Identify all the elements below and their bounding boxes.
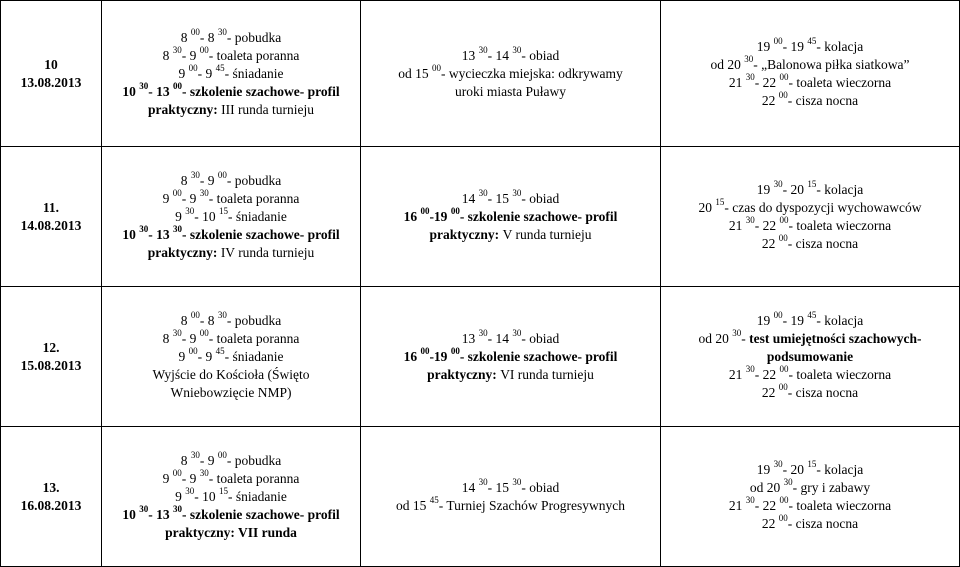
schedule-text: - śniadanie — [228, 208, 287, 224]
time-minutes: 15 — [807, 179, 817, 189]
time-minutes: 00 — [778, 90, 788, 100]
schedule-text: 21 — [728, 366, 746, 382]
time-minutes: 00 — [172, 468, 182, 478]
time-minutes: 30 — [199, 468, 209, 478]
time-minutes: 30 — [512, 188, 522, 198]
schedule-text: - pobudka — [226, 172, 282, 188]
schedule-text: - kolacja — [816, 38, 864, 54]
schedule-text: - 8 — [199, 312, 218, 328]
morning-cell — [102, 147, 361, 287]
time-minutes: 00 — [173, 81, 182, 91]
schedule-text: - 9 — [181, 470, 200, 486]
schedule-text: - 22 — [754, 497, 780, 513]
schedule-text: - 13 — [148, 83, 173, 99]
time-minutes: 30 — [185, 486, 195, 496]
schedule-text: 22 — [761, 515, 779, 531]
schedule-text: - 8 — [199, 29, 218, 45]
schedule-text: III runda turnieju — [221, 101, 315, 117]
schedule-line — [663, 38, 957, 56]
schedule-text: praktyczny: — [429, 226, 503, 242]
schedule-text: 22 — [761, 92, 779, 108]
schedule-text: 22 — [761, 384, 779, 400]
schedule-text: praktyczny: — [147, 244, 221, 260]
time-minutes: 30 — [139, 224, 149, 234]
schedule-text: - toaleta poranna — [208, 190, 300, 206]
schedule-text: od 15 — [398, 65, 432, 81]
schedule-line — [104, 190, 358, 208]
time-minutes: 45 — [807, 310, 817, 320]
schedule-text: 19 — [756, 312, 774, 328]
time-minutes: 00 — [431, 63, 441, 73]
schedule-line — [363, 47, 658, 65]
evening-cell — [661, 147, 960, 287]
time-minutes: 45 — [807, 36, 817, 46]
schedule-text: - szkolenie szachowe- profil — [182, 83, 340, 99]
time-minutes: 30 — [478, 45, 488, 55]
schedule-text: - 22 — [754, 217, 780, 233]
schedule-text: - 15 — [487, 190, 513, 206]
schedule-text: - 10 — [194, 488, 219, 504]
schedule-line — [663, 235, 957, 253]
schedule-line — [104, 226, 358, 244]
schedule-text: - gry i zabawy — [792, 479, 871, 495]
schedule-line — [104, 65, 358, 83]
schedule-text: - toaleta wieczorna — [788, 366, 892, 382]
morning-cell — [102, 1, 361, 147]
schedule-line — [104, 488, 358, 506]
schedule-line — [663, 74, 957, 92]
date-cell — [1, 1, 102, 147]
time-minutes: 30 — [773, 179, 783, 189]
schedule-text: 19 — [756, 461, 774, 477]
schedule-line — [663, 312, 957, 330]
time-minutes: 00 — [217, 450, 227, 460]
schedule-text: - obiad — [521, 47, 560, 63]
schedule-text: 10 — [122, 83, 140, 99]
schedule-text: - szkolenie szachowe- profil — [459, 208, 618, 224]
date-text: 16.08.2013 — [20, 497, 82, 513]
schedule-text: - 20 — [782, 181, 808, 197]
schedule-line — [104, 101, 358, 119]
time-minutes: 00 — [779, 495, 789, 505]
schedule-line — [104, 312, 358, 330]
schedule-text: od 20 — [710, 56, 745, 72]
schedule-text: - cisza nocna — [787, 515, 859, 531]
schedule-text: -19 — [429, 208, 451, 224]
time-minutes: 45 — [215, 346, 225, 356]
schedule-text: 21 — [728, 497, 746, 513]
time-minutes: 00 — [217, 170, 227, 180]
schedule-text: - kolacja — [816, 312, 864, 328]
time-minutes: 30 — [745, 215, 755, 225]
schedule-line — [104, 384, 358, 402]
schedule-line — [104, 83, 358, 101]
schedule-text: - 9 — [197, 348, 216, 364]
afternoon-cell — [361, 147, 661, 287]
schedule-text: - szkolenie szachowe- profil — [459, 348, 618, 364]
schedule-line — [104, 524, 358, 542]
schedule-line — [104, 366, 358, 384]
schedule-text: 8 — [162, 330, 173, 346]
day-number: 12. — [42, 339, 60, 355]
schedule-text: - 9 — [181, 330, 200, 346]
schedule-text: - 14 — [487, 47, 513, 63]
schedule-text: 8 — [180, 29, 191, 45]
schedule-text: 9 — [175, 208, 186, 224]
schedule-text: - toaleta wieczorna — [788, 497, 892, 513]
time-minutes: 00 — [190, 310, 200, 320]
day-number: 10 — [44, 56, 58, 72]
time-minutes: 00 — [773, 310, 783, 320]
schedule-text: 19 — [756, 38, 774, 54]
time-minutes: 30 — [217, 27, 227, 37]
table-row — [1, 287, 960, 427]
schedule-text: - Turniej Szachów Progresywnych — [438, 497, 626, 513]
schedule-text: - 9 — [197, 65, 216, 81]
schedule-line — [104, 470, 358, 488]
schedule-text: - kolacja — [816, 461, 864, 477]
morning-cell — [102, 287, 361, 427]
schedule-text: praktyczny: — [147, 101, 222, 117]
schedule-text: 14 — [461, 190, 479, 206]
schedule-text: - 9 — [181, 190, 200, 206]
time-minutes: 00 — [420, 346, 430, 356]
time-minutes: 00 — [420, 206, 430, 216]
time-minutes: 30 — [172, 328, 182, 338]
schedule-line — [663, 384, 957, 402]
schedule-text: uroki miasta Puławy — [455, 83, 566, 99]
time-minutes: 30 — [744, 54, 754, 64]
schedule-text: - pobudka — [226, 312, 282, 328]
schedule-line — [663, 461, 957, 479]
time-minutes: 30 — [217, 310, 227, 320]
time-minutes: 30 — [173, 504, 182, 514]
time-minutes: 30 — [139, 81, 149, 91]
schedule-line — [104, 506, 358, 524]
schedule-line — [663, 497, 957, 515]
schedule-text: -19 — [429, 348, 451, 364]
schedule-text: praktyczny: — [165, 524, 238, 540]
schedule-line — [363, 65, 658, 83]
schedule-line — [104, 47, 358, 65]
time-minutes: 30 — [745, 495, 755, 505]
time-minutes: 30 — [199, 188, 209, 198]
day-number: 11. — [42, 199, 60, 215]
time-minutes: 15 — [219, 486, 228, 496]
schedule-text: 9 — [178, 348, 189, 364]
schedule-text: 9 — [175, 488, 186, 504]
time-minutes: 00 — [172, 188, 182, 198]
time-minutes: 00 — [778, 513, 788, 523]
schedule-line — [104, 330, 358, 348]
schedule-text: - obiad — [521, 330, 560, 346]
schedule-text: 13 — [461, 47, 479, 63]
schedule-line — [663, 56, 957, 74]
time-minutes: 00 — [188, 63, 198, 73]
schedule-line — [104, 348, 358, 366]
schedule-line — [363, 366, 658, 384]
date-text: 13.08.2013 — [20, 74, 82, 90]
schedule-text: 9 — [178, 65, 189, 81]
schedule-line — [363, 83, 658, 101]
afternoon-cell — [361, 427, 661, 567]
schedule-text: VI runda turnieju — [500, 366, 594, 382]
schedule-text: - kolacja — [816, 181, 864, 197]
schedule-text: 21 — [728, 217, 746, 233]
schedule-text: test umiejętności szachowych- — [749, 330, 922, 346]
date-text: 14.08.2013 — [20, 217, 82, 233]
schedule-text: - szkolenie szachowe- profil — [182, 226, 340, 242]
schedule-text: - toaleta poranna — [208, 470, 300, 486]
time-minutes: 00 — [779, 72, 789, 82]
schedule-text: - 22 — [754, 74, 780, 90]
schedule-text: - 14 — [487, 330, 513, 346]
time-minutes: 00 — [450, 206, 460, 216]
time-minutes: 30 — [190, 450, 200, 460]
schedule-line — [663, 181, 957, 199]
time-minutes: 15 — [807, 459, 817, 469]
morning-cell — [102, 427, 361, 567]
schedule-text: 10 — [122, 506, 140, 522]
time-minutes: 00 — [190, 27, 200, 37]
evening-cell — [661, 427, 960, 567]
schedule-line — [663, 348, 957, 366]
time-minutes: 45 — [429, 495, 439, 505]
schedule-line — [363, 479, 658, 497]
time-minutes: 00 — [778, 233, 788, 243]
schedule-text: - 22 — [754, 366, 780, 382]
schedule-line — [363, 190, 658, 208]
time-minutes: 30 — [512, 328, 522, 338]
schedule-line — [663, 479, 957, 497]
schedule-text: - szkolenie szachowe- profil — [182, 506, 340, 522]
schedule-text: - pobudka — [226, 29, 282, 45]
schedule-line — [104, 208, 358, 226]
schedule-line — [663, 330, 957, 348]
time-minutes: 00 — [778, 382, 788, 392]
schedule-text: - śniadanie — [224, 348, 284, 364]
schedule-text: - — [741, 330, 750, 346]
schedule-text: 16 — [403, 208, 421, 224]
evening-cell — [661, 287, 960, 427]
schedule-text: - 19 — [782, 312, 808, 328]
schedule-text: - 9 — [199, 452, 218, 468]
schedule-text: 22 — [761, 235, 779, 251]
schedule-text: - toaleta poranna — [208, 330, 300, 346]
schedule-text: 8 — [180, 452, 191, 468]
schedule-line — [663, 92, 957, 110]
schedule-text: - śniadanie — [224, 65, 284, 81]
time-minutes: 15 — [715, 197, 725, 207]
time-minutes: 45 — [215, 63, 225, 73]
schedule-text: 19 — [756, 181, 774, 197]
time-minutes: 00 — [199, 45, 209, 55]
schedule-text: - toaleta wieczorna — [788, 74, 892, 90]
schedule-text: - „Balonowa piłka siatkowa” — [753, 56, 910, 72]
schedule-line — [363, 330, 658, 348]
schedule-text: - 20 — [782, 461, 808, 477]
schedule-line — [363, 348, 658, 366]
schedule-line — [363, 226, 658, 244]
schedule-text: 14 — [461, 479, 479, 495]
schedule-text: - wycieczka miejska: odkrywamy — [440, 65, 623, 81]
date-cell — [1, 147, 102, 287]
schedule-text: 20 — [698, 199, 716, 215]
schedule-line — [104, 29, 358, 47]
schedule-text: - czas do dyspozycji wychowawców — [724, 199, 922, 215]
table-row — [1, 1, 960, 147]
schedule-line — [663, 199, 957, 217]
afternoon-cell — [361, 287, 661, 427]
schedule-line — [363, 208, 658, 226]
time-minutes: 30 — [478, 477, 488, 487]
schedule-line — [663, 366, 957, 384]
schedule-text: od 20 — [698, 330, 733, 346]
time-minutes: 30 — [745, 72, 755, 82]
schedule-text: - 10 — [194, 208, 219, 224]
schedule-line — [663, 217, 957, 235]
schedule-line — [663, 515, 957, 533]
time-minutes: 00 — [779, 364, 789, 374]
schedule-text: 16 — [403, 348, 421, 364]
time-minutes: 00 — [199, 328, 209, 338]
time-minutes: 30 — [185, 206, 195, 216]
time-minutes: 00 — [188, 346, 198, 356]
schedule-text: - 19 — [782, 38, 808, 54]
schedule-text: 8 — [162, 47, 173, 63]
table-row — [1, 147, 960, 287]
schedule-line — [363, 497, 658, 515]
time-minutes: 30 — [773, 459, 783, 469]
schedule-text: - toaleta wieczorna — [788, 217, 892, 233]
schedule-text: - obiad — [521, 190, 560, 206]
schedule-text: - toaleta poranna — [208, 47, 300, 63]
evening-cell — [661, 1, 960, 147]
schedule-text: 9 — [162, 470, 173, 486]
time-minutes: 30 — [172, 45, 182, 55]
time-minutes: 00 — [773, 36, 783, 46]
time-minutes: 30 — [478, 328, 488, 338]
schedule-text: V runda turnieju — [502, 226, 592, 242]
time-minutes: 30 — [512, 477, 522, 487]
schedule-text: podsumowanie — [766, 348, 854, 364]
schedule-text: - 15 — [487, 479, 513, 495]
schedule-text: 8 — [180, 172, 191, 188]
schedule-text: od 15 — [395, 497, 430, 513]
schedule-text: Wyjście do Kościoła (Święto — [152, 366, 310, 382]
time-minutes: 30 — [512, 45, 522, 55]
schedule-text: - 9 — [181, 47, 200, 63]
table-row — [1, 427, 960, 567]
day-number: 13. — [42, 479, 60, 495]
time-minutes: 30 — [478, 188, 488, 198]
schedule-text: - śniadanie — [228, 488, 287, 504]
schedule-text: - 13 — [148, 506, 173, 522]
schedule-text: praktyczny: — [427, 366, 501, 382]
schedule-text: od 20 — [749, 479, 784, 495]
afternoon-cell — [361, 1, 661, 147]
time-minutes: 00 — [779, 215, 789, 225]
schedule-text: 10 — [122, 226, 140, 242]
schedule-text: IV runda turnieju — [220, 244, 315, 260]
date-cell — [1, 287, 102, 427]
schedule-line — [104, 452, 358, 470]
schedule-text: - cisza nocna — [787, 384, 859, 400]
time-minutes: 30 — [139, 504, 149, 514]
date-cell — [1, 427, 102, 567]
time-minutes: 30 — [173, 224, 182, 234]
time-minutes: 30 — [783, 477, 793, 487]
time-minutes: 15 — [219, 206, 228, 216]
schedule-line — [104, 172, 358, 190]
schedule-text: - 13 — [148, 226, 173, 242]
schedule-text: Wniebowzięcie NMP) — [170, 384, 292, 400]
schedule-text: - cisza nocna — [787, 235, 859, 251]
schedule-text: 8 — [180, 312, 191, 328]
time-minutes: 00 — [450, 346, 460, 356]
time-minutes: 30 — [732, 328, 742, 338]
schedule-text: - pobudka — [226, 452, 282, 468]
schedule-text: 13 — [461, 330, 479, 346]
schedule-text: - 9 — [199, 172, 218, 188]
schedule-text: - obiad — [521, 479, 560, 495]
schedule-text: 21 — [728, 74, 746, 90]
schedule-text: 9 — [162, 190, 173, 206]
time-minutes: 30 — [190, 170, 200, 180]
schedule-text: - cisza nocna — [787, 92, 859, 108]
time-minutes: 30 — [745, 364, 755, 374]
schedule-text: VII runda — [237, 524, 297, 540]
schedule-line — [104, 244, 358, 262]
date-text: 15.08.2013 — [20, 357, 82, 373]
